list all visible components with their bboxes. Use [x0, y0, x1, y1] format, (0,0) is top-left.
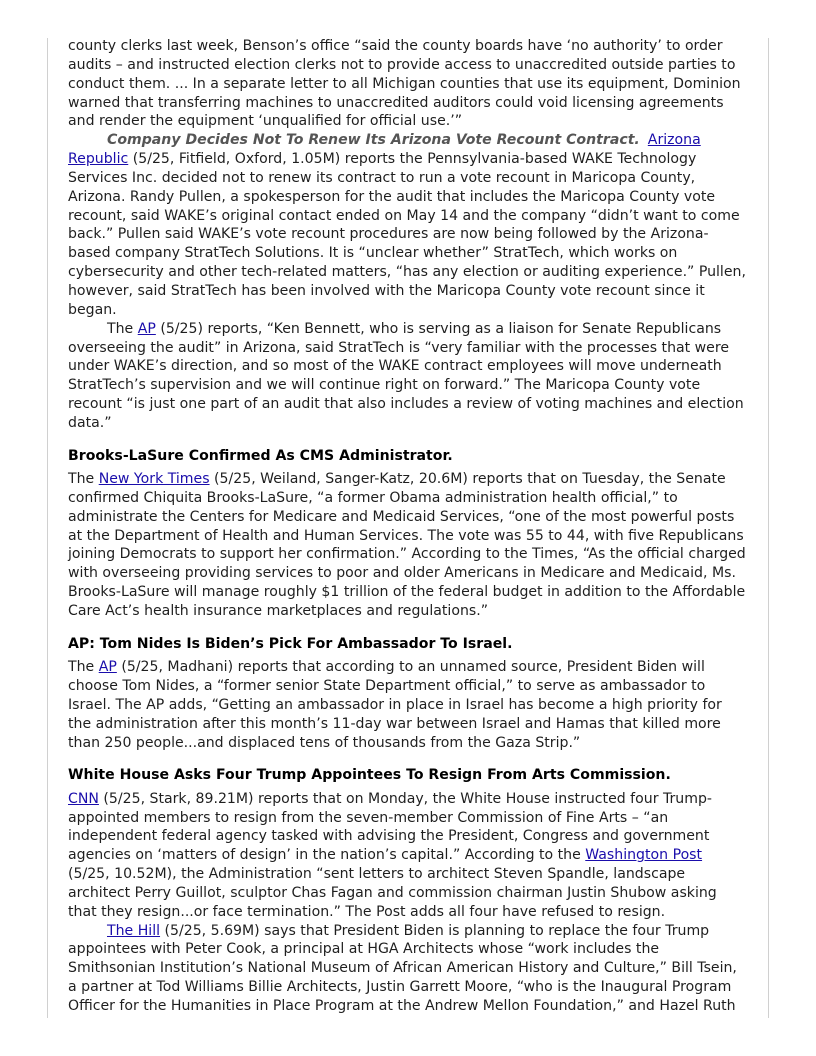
ap-stratech-paragraph: [68, 320, 748, 433]
right-margin-rule: [768, 38, 769, 1018]
left-margin-rule: [47, 38, 48, 1018]
israel-heading: AP: Tom Nides Is Biden’s Pick For Ambassador To Israel.: [68, 635, 513, 652]
cnn-link[interactable]: CNN: [68, 790, 99, 807]
ap-prefix: The: [107, 320, 138, 337]
document-body: [68, 37, 748, 1016]
cms-paragraph-text: (5/25, Weiland, Sanger-Katz, 20.6M) reports that on Tuesday, the Senate confirmed Chiquita Brooks-LaSure, “a former Obama administration health official,” to administrate the Centers for Medicare and Medicaid Services, “one of the most powerful posts at the Department of Health and Human Services. The vote was 55 to 44, with five Republicans joining Democrats to support her confirmation.” According to the Times, “As the official charged with overseeing providing services to poor and older Americans in Medicare and Medicaid, Ms. Brooks-LaSure will manage roughly $1 trillion of the federal budget in addition to the Affordable Care Act’s health insurance marketplaces and regulations.”: [68, 471, 746, 619]
hill-paragraph: [68, 922, 748, 1016]
ap-link[interactable]: AP: [137, 320, 156, 337]
ap-israel-link[interactable]: AP: [98, 659, 117, 676]
carry-over-text: county clerks last week, Benson’s office “said the county boards have ‘no authority’ to order audits – and instructed election clerks not to provide access to unaccredited outside parties to conduct them. ... In a separate letter to all Michigan counties that use its equipment, Dominion warned that transferring machines to unaccredited auditors could void licensing agreements and render the equipment ‘unqualified for official use.’”: [68, 38, 741, 130]
carry-over-paragraph: [68, 37, 748, 131]
ap-paragraph-text: (5/25) reports, “Ken Bennett, who is serving as a liaison for Senate Republicans overseeing the audit” in Arizona, said StratTech is “very familiar with the processes that were under WAKE’s direction, and so most of the WAKE contract employees will move underneath StratTech’s supervision and we will continue right on forward.” The Maricopa County vote recount “is just one part of an audit that also includes a review of voting machines and election data.”: [68, 320, 744, 431]
israel-prefix: The: [68, 659, 99, 676]
washington-post-link[interactable]: Washington Post: [585, 847, 703, 864]
israel-paragraph: [68, 658, 748, 752]
arts-paragraph: [68, 790, 748, 922]
arts-paragraph-text: (5/25, Stark, 89.21M) reports that on Monday, the White House instructed four Trump-appointed members to resign from the seven-member Commission of Fine Arts – “an independent federal agency tasked with advising the President, Congress and government agencies on ‘matters of design’ in the nation’s capital.” According to the: [68, 790, 712, 864]
cms-prefix: The: [68, 471, 99, 488]
arizona-paragraph-text: (5/25, Fitfield, Oxford, 1.05M) reports the Pennsylvania-based WAKE Technology Services Inc. decided not to renew its contract to run a vote recount in Maricopa County, Arizona. Randy Pullen, a spokesperson for the audit that includes the Maricopa County vote recount, said WAKE’s original contact ended on May 14 and the company “didn’t want to come back.” Pullen said WAKE’s vote recount procedures are now being followed by the Arizona-based company StratTech Solutions. It is “unclear whether” StratTech, which works on cybersecurity and other tech-related matters, “has any election or auditing experience.” Pullen, however, said StratTech has been involved with the Maricopa County vote recount since it began.: [68, 151, 746, 318]
arts-heading: White House Asks Four Trump Appointees To Resign From Arts Commission.: [68, 767, 671, 784]
new-york-times-link[interactable]: New York Times: [98, 471, 210, 488]
arizona-lead-heading: Company Decides Not To Renew Its Arizona Vote Recount Contract.: [107, 132, 640, 149]
arts-paragraph-text-2: (5/25, 10.52M), the Administration “sent letters to architect Steven Spandle, landscape architect Perry Guillot, sculptor Chas Fagan and commission chairman Justin Shubow asking that they resign...or face termination.” The Post adds all four have refused to resign.: [68, 866, 717, 920]
cms-heading: Brooks-LaSure Confirmed As CMS Administrator.: [68, 447, 453, 464]
the-hill-link[interactable]: The Hill: [107, 922, 161, 939]
arizona-paragraph: [68, 131, 748, 319]
israel-paragraph-text: (5/25, Madhani) reports that according to an unnamed source, President Biden will choose Tom Nides, a “former senior State Department official,” to serve as ambassador to Israel. The AP adds, “Getting an ambassador in place in Israel has become a high priority for the administration after this month’s 11-day war between Israel and Hamas that killed more than 250 people...and displaced tens of thousands from the Gaza Strip.”: [68, 659, 722, 751]
hill-paragraph-text: (5/25, 5.69M) says that President Biden is planning to replace the four Trump appointees with Peter Cook, a principal at HGA Architects whose “work includes the Smithsonian Institution’s National Museum of African American History and Culture,” Bill Tsein, a partner at Tod Williams Billie Architects, Justin Garrett Moore, “who is the Inaugural Program Officer for the Humanities in Place Program at the Andrew Mellon Foundation,” and Hazel Ruth: [68, 922, 737, 1014]
arizona-republic-link[interactable]: Arizona Republic: [68, 132, 701, 168]
cms-paragraph: [68, 470, 748, 621]
